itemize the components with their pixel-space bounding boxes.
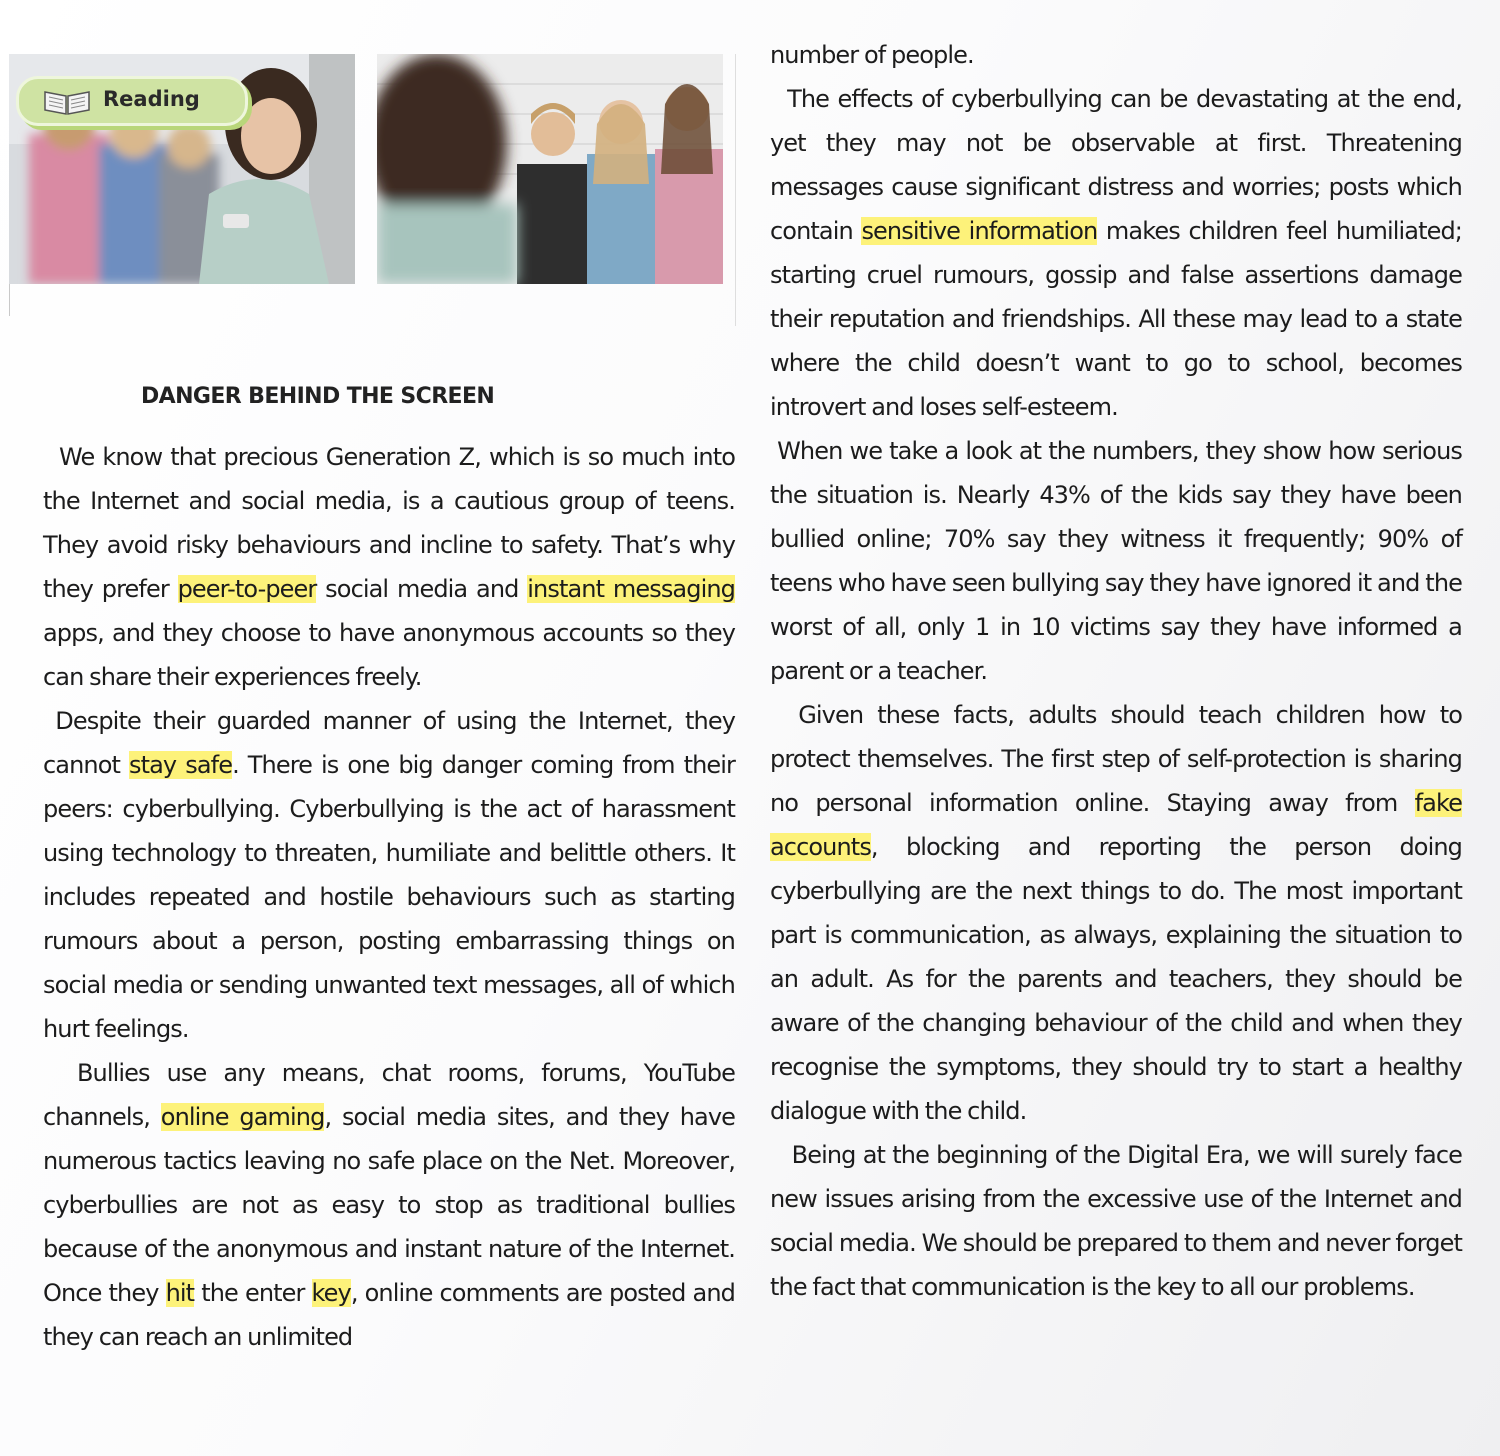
- highlight-sensitive-information: sensitive information: [861, 217, 1098, 245]
- paragraph-continuation: number of people.: [770, 41, 974, 69]
- paragraph-5: When we take a look at the numbers, they show how serious the situation is. Nearly 43% of the kids say they have been bullied online; 70% say they witness it frequently; 90% of teens who have seen bullying say they have ignored it and the worst of all, only 1 in 10 victims say they have informed a parent or a teacher.: [770, 437, 1462, 685]
- highlight-key: key: [311, 1279, 351, 1307]
- highlight-instant-messaging: instant messaging: [527, 575, 735, 603]
- paragraph-6: Given these facts, adults should teach children how to protect themselves. The first step of self-protection is sharing no personal information online. Staying away from fake accounts, blocking and reporting the person doing cyberbullying are the next things to do. The most important part is communication, as always, explaining the situation to an adult. As for the parents and teachers, they should be aware of the changing behaviour of the child and when they recognise the symptoms, they should try to start a healthy dialogue with the child.: [770, 701, 1463, 1125]
- left-column: [43, 435, 735, 1359]
- paragraph-7: Being at the beginning of the Digital Era, we will surely face new issues arising from the excessive use of the Internet and social media. We should be prepared to them and never forget the fact that communication is the key to all our problems.: [770, 1141, 1462, 1301]
- column-divider: [735, 54, 736, 326]
- article-title: DANGER BEHIND THE SCREEN: [141, 384, 495, 409]
- photo-frame-line: [9, 284, 10, 316]
- paragraph-4: The effects of cyberbullying can be devastating at the end, yet they may not be observable at first. Threatening messages cause significant distress and worries; posts which contain sensitive information makes children feel humiliated; starting cruel rumours, gossip and false assertions damage their reputation and friendships. All these may lead to a state where the child doesn’t want to go to school, becomes introvert and loses self-esteem.: [770, 85, 1462, 421]
- paragraph-2: Despite their guarded manner of using the Internet, they cannot stay safe. There is one big danger coming from their peers: cyberbullying. Cyberbullying is the act of harassment using technology to threaten, humiliate and belittle others. It includes repeated and hostile behaviours such as starting rumours about a person, posting embarrassing things on social media or sending unwanted text messages, all of which hurt feelings.: [43, 707, 736, 1043]
- highlight-online-gaming: online gaming: [160, 1103, 325, 1131]
- open-book-icon: [41, 86, 93, 120]
- paragraph-1: We know that precious Generation Z, which is so much into the Internet and social media, is a cautious group of teens. They avoid risky behaviours and incline to safety. That’s why they prefer peer-to-peer social media and instant messaging apps, and they choose to have anonymous accounts so they can share their experiences freely.: [43, 443, 735, 691]
- reading-badge: [16, 76, 248, 126]
- paragraph-3: Bullies use any means, chat rooms, forums, YouTube channels, online gaming, social media sites, and they have numerous tactics leaving no safe place on the Net. Moreover, cyberbullies are not as easy to stop as traditional bullies because of the anonymous and instant nature of the Internet. Once they hit the enter key, online comments are posted and they can reach an unlimited: [43, 1059, 735, 1351]
- badge-label: Reading: [103, 87, 200, 111]
- highlight-fake-accounts: fake accounts: [770, 789, 1462, 861]
- highlight-stay-safe: stay safe: [129, 751, 233, 779]
- highlight-hit: hit: [165, 1279, 195, 1307]
- highlight-peer-to-peer: peer-to-peer: [177, 575, 317, 603]
- photo-three-girls: [377, 54, 723, 284]
- right-column: [770, 33, 1462, 1309]
